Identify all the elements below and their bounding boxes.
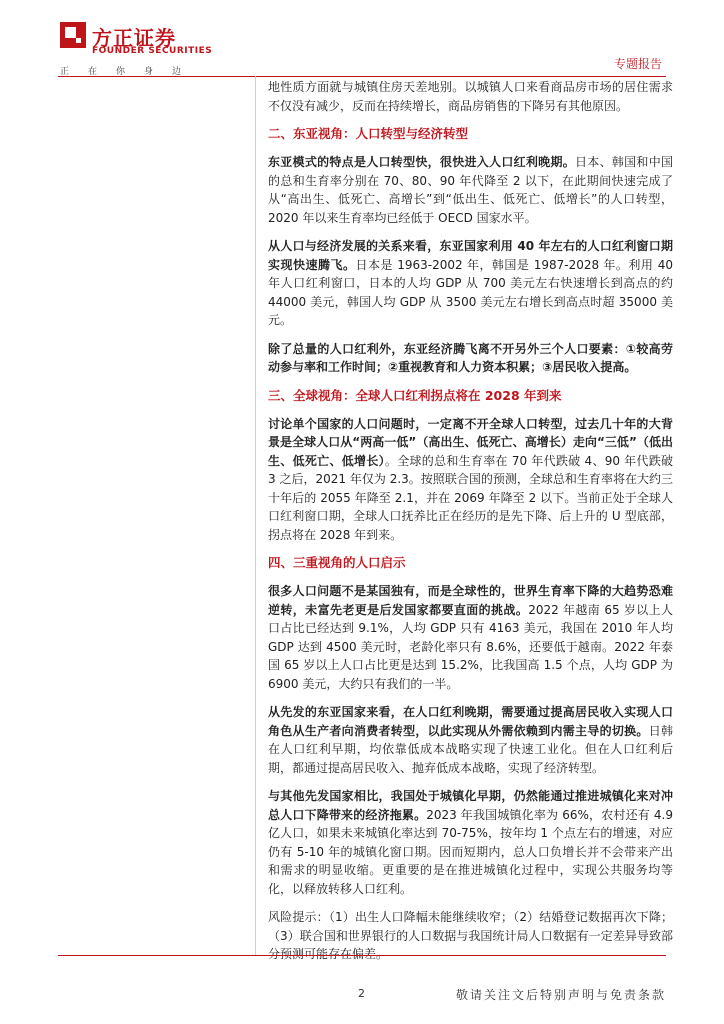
paragraph-risk-warning: 风险提示：（1）出生人口降幅未能继续收窄；（2）结婚登记数据再次下降；（3）联合国和世界银行的人口数据与我国统计局人口数据有一定差异导致部分预测可能存在偏差。	[268, 910, 673, 961]
column-divider	[255, 76, 256, 956]
body-text: 日本、韩国和中国的总和生育率分别在 70、80、90 年代降至 2 以下，在此期间快速完成了从“高出生、低死亡、高增长”到“低出生、低死亡、低增长”的人口转型，2020 年以来生育率均已经低于 OECD 国家水平。	[268, 155, 673, 225]
footer-divider	[58, 955, 666, 956]
slogan-char: 在	[88, 67, 98, 77]
slogan-char: 身	[144, 67, 154, 77]
body-text: 2023 年我国城镇化率为 66%，农村还有 4.9 亿人口，如果未来城镇化率达到 70-75%，按年均 1 个点左右的增速，对应仍有 5-10 年的城镇化窗口期。因而短期内，总人口负增长并不会带来产出和需求的明显收缩。更重要的是在推进城镇化过程中，实现公共服务均等化，以释放转移人口红利。	[268, 807, 673, 896]
bold-lead: 从先发的东亚国家来看，在人口红利晚期，需要通过提高居民收入实现人口角色从生产者向消费者转型，以此实现从外需依赖到内需主导的切换。	[268, 705, 673, 738]
paragraph-demographic-window	[268, 237, 673, 330]
paragraph-three-factors	[268, 340, 673, 377]
slogan-char: 边	[172, 67, 182, 77]
logo-text-cn: 方正证券	[92, 26, 176, 50]
page-header	[0, 0, 724, 80]
bold-lead: 从人口与经济发展的关系来看，东亚国家利用 40 年左右的人口红利窗口期实现快速腾飞。	[268, 239, 673, 272]
bold-lead: 讨论单个国家的人口问题时，一定离不开全球人口转型，过去几十年的大背景是全球人口从“两高一低”（高出生、低死亡、高增长）走向“三低”（低出生、低死亡、低增长）	[268, 416, 673, 468]
section-heading-global: 三、全球视角：全球人口红利拐点将在 2028 年到来	[268, 387, 562, 403]
bold-lead: 与其他先发国家相比，我国处于城镇化早期，仍然能通过推进城镇化来对冲总人口下降带来的经济拖累。	[268, 789, 673, 822]
disclaimer-link[interactable]: 敬请关注文后特别声明与免责条款	[455, 988, 666, 1002]
header-divider	[58, 76, 666, 77]
paragraph-consumer-shift	[268, 703, 673, 777]
body-text: 日韩在人口红利早期，均依靠低成本战略实现了快速工业化。但在人口红利后期，都通过提高居民收入、抛弃低成本战略，实现了经济转型。	[268, 723, 673, 775]
body-text: 日本是 1963-2002 年，韩国是 1987-2028 年。利用 40 年人口红利窗口，日本的人均 GDP 从 700 美元左右快速增长到高点的约 44000 美元，韩国人均 GDP 从 3500 美元左右增长到高点时超 35000 美元。	[268, 257, 673, 327]
section-heading-implications: 四、三重视角的人口启示	[268, 555, 406, 570]
paragraph-urbanization	[268, 787, 673, 898]
bold-lead: 除了总量的人口红利外，东亚经济腾飞离不开另外三个人口要素：①较高劳动参与率和工作时间；②重视教育和人力资本积累；③居民收入提高。	[268, 341, 673, 374]
paragraph-global-transition	[268, 415, 673, 545]
body-text: 。全球的总和生育率在 70 年代跌破 4、90 年代跌破 3 之后，2021 年仅为 2.3。按照联合国的预测，全球总和生育率将在大约三十年后的 2055 年降至 2.1，并在 2069 年降至 2 以下。当前正处于全球人口红利窗口期，全球人口抚养比正在经历的是先下降、后上升的 U 型底部，拐点将在 2028 年到来。	[268, 453, 673, 542]
report-type-label: 专题报告	[613, 57, 662, 71]
main-content	[268, 78, 673, 974]
body-text: 2022 年越南 65 岁以上人口占比已经达到 9.1%，人均 GDP 只有 4163 美元，我国在 2010 年人均 GDP 达到 4500 美元时，老龄化率只有 8.6%，还要低于越南。2022 年泰国 65 岁以上人口占比更是达到 15.2%，比我国高 1.5 个点，人均 GDP 为 6900 美元，大约只有我们的一半。	[268, 602, 673, 691]
section-heading-east-asia: 二、东亚视角：人口转型与经济转型	[268, 126, 469, 141]
paragraph-continued: 地性质方面就与城镇住房天差地别。以城镇人口来看商品房市场的居住需求不仅没有减少，反而在持续增长，商品房销售的下降另有其他原因。	[268, 80, 673, 113]
slogan-char: 正	[60, 67, 70, 77]
page-number: 2	[358, 987, 365, 1000]
bold-lead: 很多人口问题不是某国独有，而是全球性的，世界生育率下降的大趋势恐难逆转，未富先老更是后发国家都要直面的挑战。	[268, 584, 673, 617]
paragraph-global-issue	[268, 582, 673, 693]
bold-lead: 东亚模式的特点是人口转型快，很快进入人口红利晚期。	[268, 155, 576, 169]
paragraph-east-asia-model	[268, 153, 673, 227]
slogan-char: 你	[116, 67, 126, 77]
founder-logo-icon	[60, 22, 86, 48]
logo-text-en: FOUNDER SECURITIES	[92, 46, 213, 56]
